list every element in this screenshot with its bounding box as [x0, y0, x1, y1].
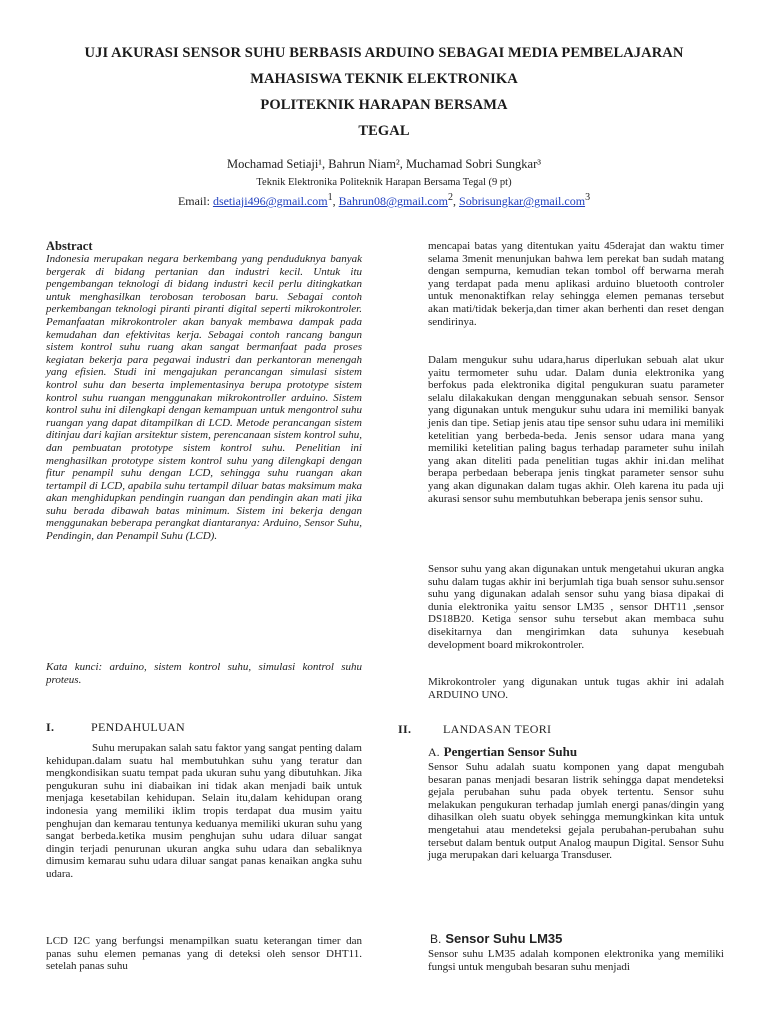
- subsection-a-heading: [428, 744, 577, 760]
- right-paragraph-2: Dalam mengukur suhu udara,harus diperlukan sebuah alat ukur yaitu termometer suhu udar. Dalam dunia elektronika yang berfokus pada elektronika digital pengukuran suatu parameter selalu dilakakukan dengan menggunakan sebuah sensor. Sensor yang digunakan untuk mengukur suhu udara ini memiliki banyak jenis dan tipe. Setiap jenis atau tipe sensor suhu udara ini memiliki ketelitian yang berbeda-beda. Jenis sensor udara mana yang memiliki ketelitian paling bagus terhadap parameter suhu inilah yang akan diteliti pada penelitian tugas akhir ini.dan melihat berapa perbedaan beberapa jenis tingkat parameter sensor suhu yang akan digunakan dalam tugas akhir. Oleh karena itu pada uji akurasi sensor suhu membutuhkan beberapa jenis sensor suhu.: [428, 354, 724, 505]
- email-link-3[interactable]: Sobrisungkar@gmail.com: [459, 194, 586, 208]
- abstract-body: Indonesia merupakan negara berkembang yang penduduknya banyak bergerak di bidang pertanian dan industri kecil. Untuk itu pengembangan teknologi di bidang industri kecil perlu ditingkatkan untuk menghasilkan terobosan terobosan baru. Sebagai contoh perkembangan teknologi piranti piranti digital seperti mikrokontroler. Pemanfaatan mikrokontroler akan banyak membawa dampak pada kemudahan dan efektivitas kerja. Sebagai contoh rancang bangun sistem kontrol suhu ruang akan sangat bermanfaat pada proses kegiatan bekerja para pegawai industri dan perkantoran menengah yang efisien. Studi ini mengajukan perancangan simulasi sistem kontrol suhu dan beserta implementasinya berupa prototype sistem kontrol suhu ruangan menggunakan mikrokontroller arduino. Sistem kontrol suhu ini dilengkapi dengan kemampuan untuk mengontrol suhu ruangan yang dapat ditampilkan di LCD. Metode perancangan sistem ditinjau dari kajian arsitektur sistem, perencanaan sistem kontrol suhu, dan pembuatan prototype sistem kontrol suhu. Penelitian ini menghasilkan prototype sistem kontrol suhu yang dilengkapi dengan fitur penampil suhu dengan LCD, sehingga suhu ruangan akan tertampil di LCD, apabila suhu tertampil diluar batas maksimum maka akan menghidupkan pendingin ruangan dan pendingin akan mati jika suhu berada dibawah batas minimum. Sistem ini bekerja dengan menggunakan beberapa perangkat diantaranya: Arduino, Sensor Suhu, Pendingin, dan Penampil Suhu (LCD).: [46, 253, 362, 543]
- title-line-2: MAHASISWA TEKNIK ELEKTRONIKA: [250, 71, 518, 87]
- section-1-heading: [46, 720, 185, 735]
- email-link-2[interactable]: Bahrun08@gmail.com: [338, 194, 449, 208]
- title-line-3: POLITEKNIK HARAPAN BERSAMA: [260, 97, 508, 113]
- section-2-number: II.: [398, 722, 412, 736]
- subsection-b-title: Sensor Suhu LM35: [445, 931, 563, 946]
- abstract-heading: Abstract: [46, 239, 93, 253]
- subsection-a-letter: A.: [428, 745, 440, 759]
- email-label: Email:: [177, 194, 210, 208]
- right-paragraph-4: Mikrokontroler yang digunakan untuk tugas akhir ini adalah ARDUINO UNO.: [428, 676, 724, 701]
- authors: Mochamad Setiaji¹, Bahrun Niam², Muchamad Sobri Sungkar³: [227, 157, 541, 171]
- subsection-b-letter: B.: [430, 932, 442, 946]
- keywords: Kata kunci: arduino, sistem kontrol suhu, simulasi kontrol suhu proteus.: [46, 661, 362, 686]
- right-paragraph-1: mencapai batas yang ditentukan yaitu 45derajat dan waktu timer selama 3menit menunjukan bahwa lem perekat ban sudah matang dengan sempurna, kemudian tekan tombol off berwarna merah yang terdapat pada menu aplikasi arduino bluetooth controler untuk menonaktifkan relay sehingga elemen pemanas tersebut akan mati/tidak bekerja,dan timer akan berhenti dan reset dengan sendirinya.: [428, 240, 724, 328]
- title-line-4: TEGAL: [358, 123, 410, 139]
- email-sup-1: 1: [327, 192, 333, 203]
- subsection-b-body: Sensor suhu LM35 adalah komponen elektronika yang memiliki fungsi untuk mengubah besaran suhu menjadi: [428, 948, 724, 973]
- section-2-title: LANDASAN TEORI: [443, 722, 552, 736]
- email-sup-3: 3: [585, 192, 591, 203]
- paper-title: [40, 40, 728, 144]
- subsection-a-body: Sensor Suhu adalah suatu komponen yang dapat mengubah besaran panas menjadi besaran listrik sehingga dapat mendeteksi gejala perubahan suhu pada obyek tertentu. Sensor suhu melakukan pengukuran terhadap jumlah energi panas/dingin yang dihasilkan oleh suatu obyek sehingga memungkinkan kita untuk mengetahui atau mendeteksi gejala perubahan-perubahan suhu tersebut dalam bentuk output Analog maupun Digital. Sensor Suhu juga merupakan dari keluarga Transduser.: [428, 761, 724, 862]
- section-1-paragraph-1: Suhu merupakan salah satu faktor yang sangat penting dalam kehidupan.dalam suatu hal membutuhkan suhu yang teratur dan mengkondisikan suatu tempat pada ukuran suhu yang dibutuhkan. Jika pengukuran suhu ini diabaikan ini tidak akan menjadi baik untuk menjaga kesetabilan kehidupan. Selain itu,dalam kehidupan orang indonesia yang memiliki iklim tropis terdapat dua musim yaitu penghujan dan kemarau tentunya keduanya memiliki ukuran suhu yang sangat berbeda.ketika musim penghujan suhu udara diluar sangat dingin terjadi penurunan ukuran angka suhu udara dan sebaliknya dimusim kemarau suhu udara diluar sangat panas kenaikan angka suhu udara.: [46, 742, 362, 880]
- email-line: Email: dsetiaji496@gmail.com$^1$, Bahrun08@gmail.com$^2$, Sobrisungkar@gmail.com$^3$: [177, 192, 591, 208]
- title-line-1: UJI AKURASI SENSOR SUHU BERBASIS ARDUINO SEBAGAI MEDIA PEMBELAJARAN: [84, 45, 684, 61]
- section-1-number: I.: [46, 720, 55, 734]
- email-link-1[interactable]: dsetiaji496@gmail.com: [212, 194, 328, 208]
- section-1-paragraph-2: LCD I2C yang berfungsi menampilkan suatu keterangan timer dan panas suhu elemen pemanas yang di deteksi oleh sensor DHT11. setelah panas suhu: [46, 935, 362, 973]
- affiliation: Teknik Elektronika Politeknik Harapan Bersama Tegal (9 pt): [256, 177, 512, 188]
- subsection-a-title: Pengertian Sensor Suhu: [443, 744, 578, 759]
- right-paragraph-3: Sensor suhu yang akan digunakan untuk mengetahui ukuran angka suhu dalam tugas akhir ini berjumlah tiga buah sensor suhu.sensor suhu yang digunakan adalah sensor suhu yang biasa dipakai di dunia elektronika yaitu sensor LM35 , sensor DHT11 ,sensor DS18B20. Ketiga sensor suhu tersebut akan membaca suhu disekitarnya dan mengirimkan data suhunya kesebuah development board mikrokontroler.: [428, 563, 724, 651]
- subsection-b-heading: [430, 931, 562, 946]
- email-sup-2: 2: [448, 192, 454, 203]
- section-1-title: PENDAHULUAN: [91, 720, 185, 734]
- section-2-heading: [398, 722, 551, 737]
